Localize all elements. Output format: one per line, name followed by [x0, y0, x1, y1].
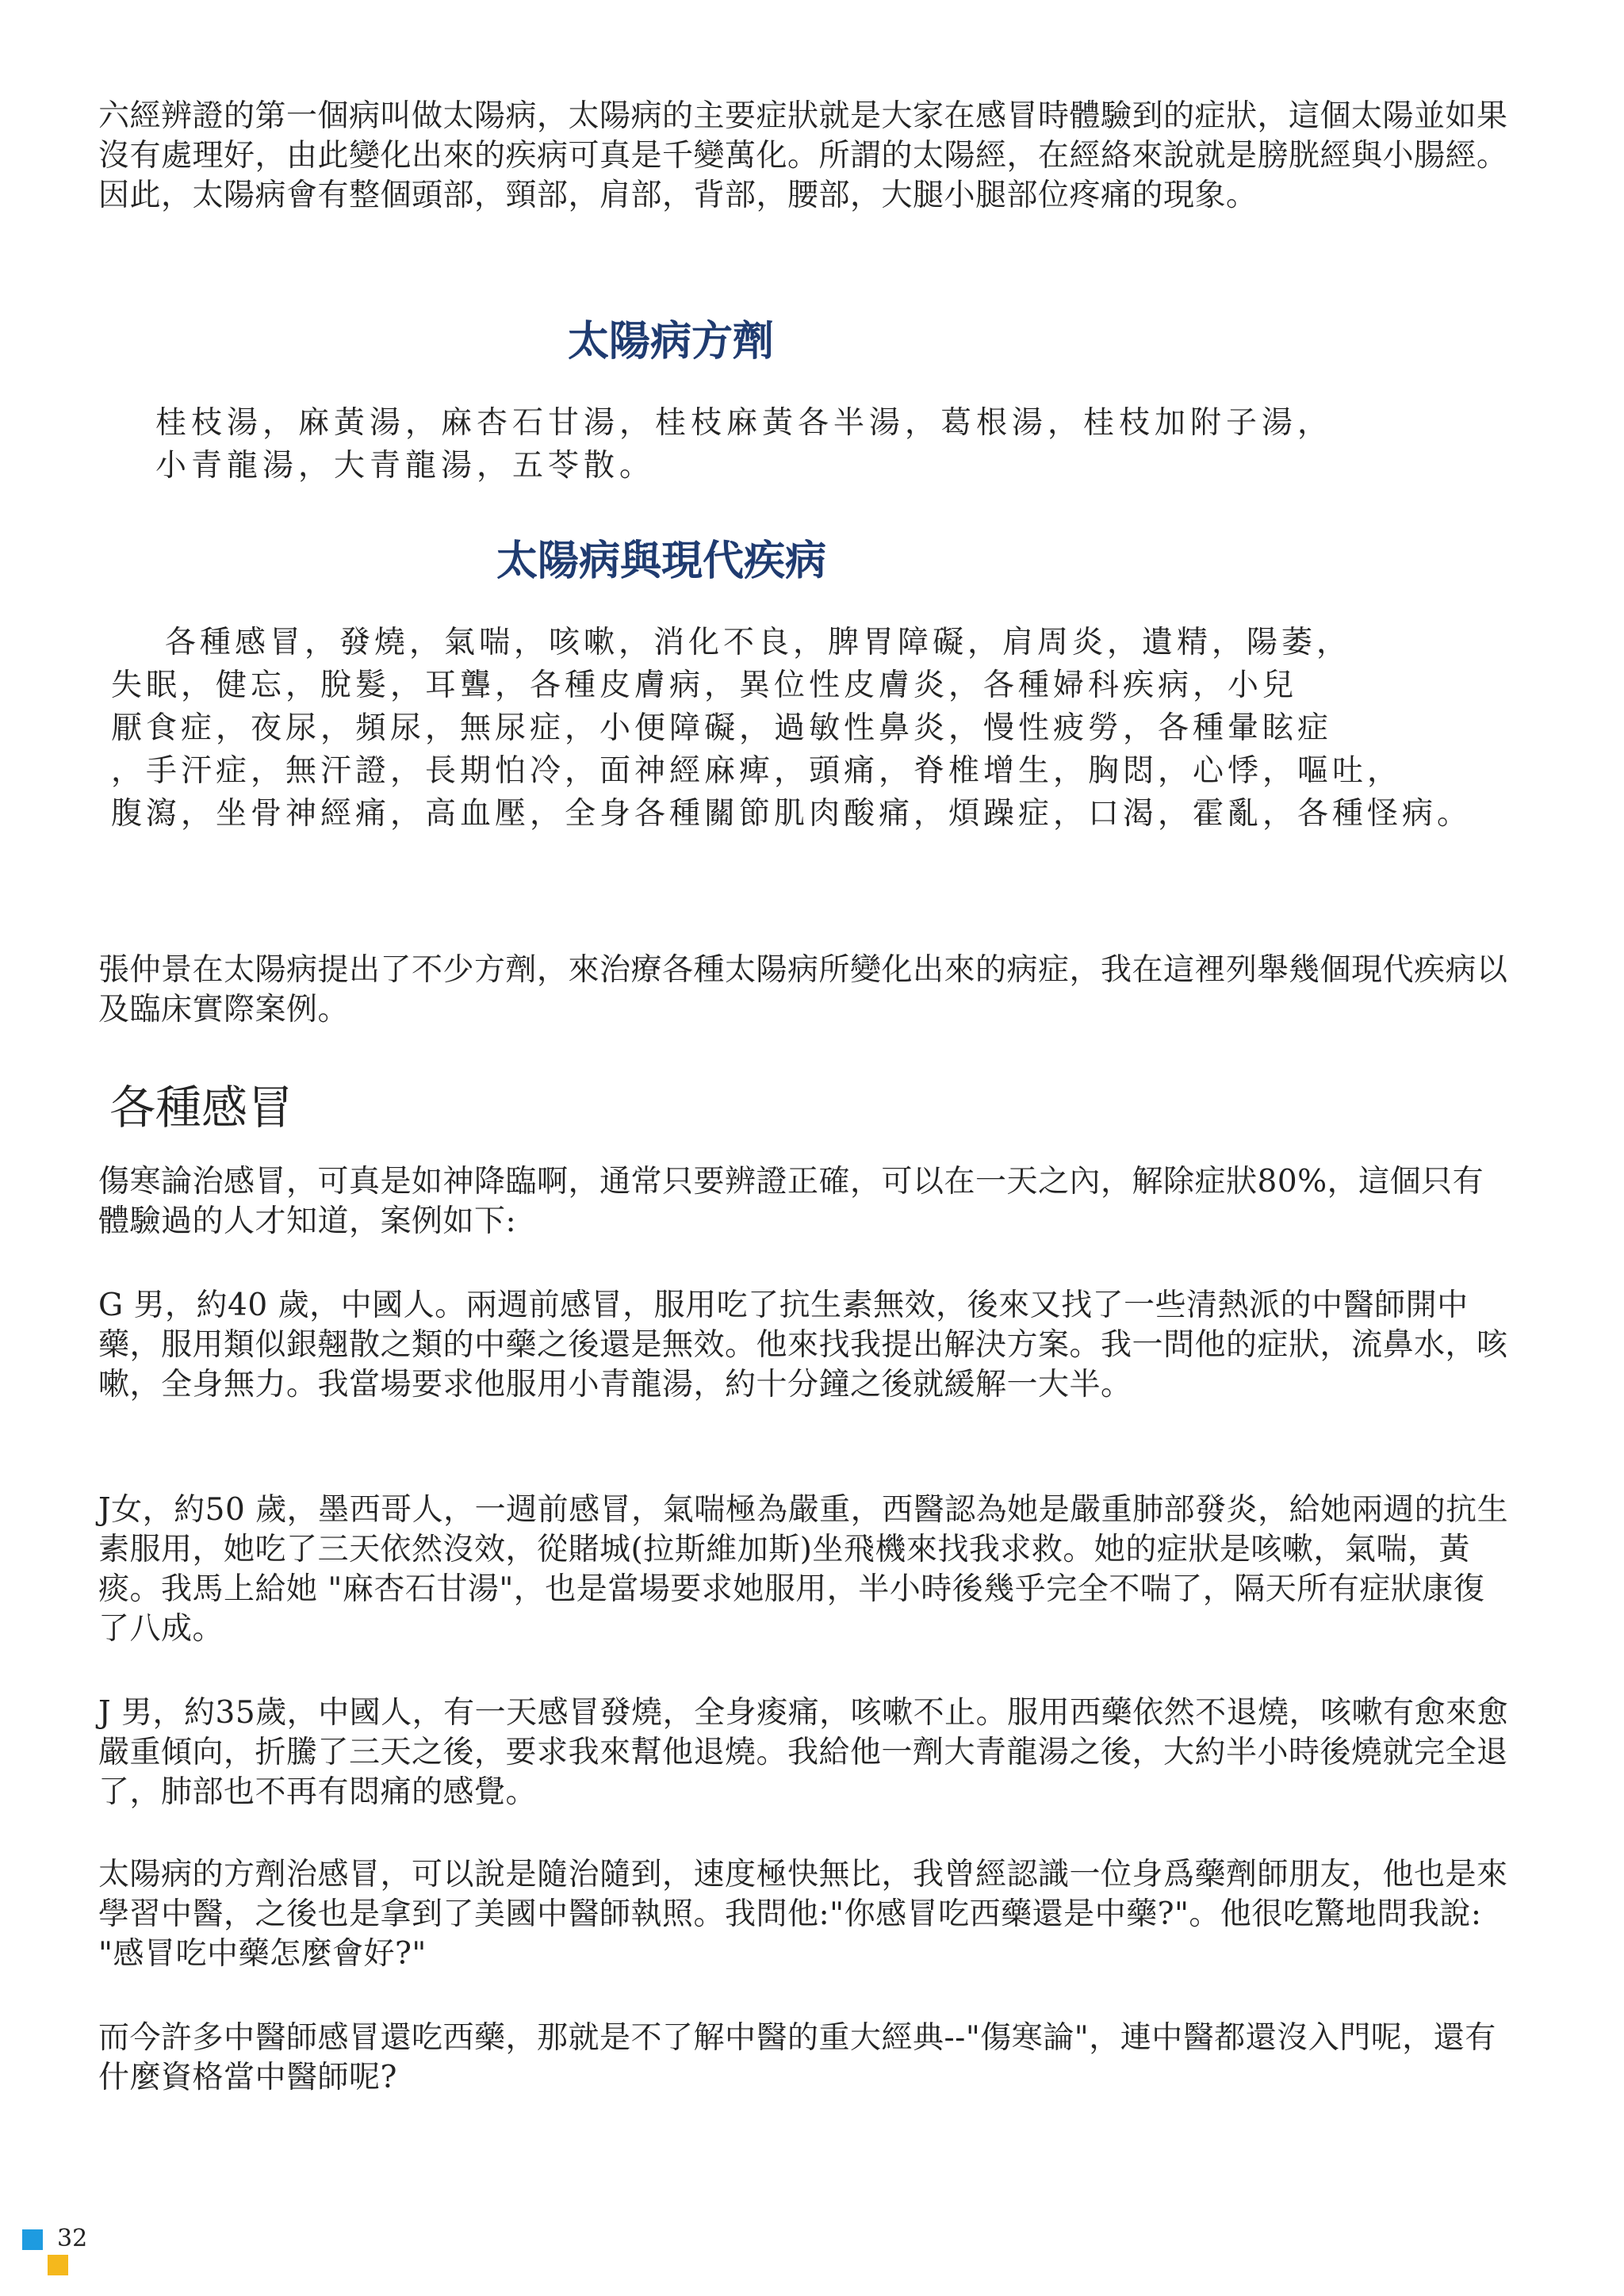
pharmacist-paragraph: 太陽病的方劑治感冒，可以說是隨治隨到，速度極快無比，我曾經認識一位身爲藥劑師朋友，他也是來學習中醫，之後也是拿到了美國中醫師執照。我問他:"你感冒吃西藥還是中藥?"。他很吃驚地問我說: "感冒吃中藥怎麼會好?" — [98, 1857, 1508, 1972]
formulas-list — [155, 402, 1333, 488]
formulas-heading: 太陽病方劑 — [568, 318, 775, 365]
page-number: 32 — [57, 2225, 88, 2252]
cold-intro-paragraph: 傷寒論治感冒，可真是如神降臨啊，通常只要辨證正確，可以在一天之內，解除症狀80%，這個只有體驗過的人才知道，案例如下: — [98, 1164, 1484, 1239]
yellow-square-ornament — [48, 2255, 68, 2275]
modern-diseases-heading: 太陽病與現代疾病 — [496, 538, 827, 585]
modern-diseases-line: 失眠，健忘，脫髮，耳聾，各種皮膚病，異位性皮膚炎，各種婦科疾病，小兒 — [111, 668, 1298, 703]
modern-diseases-line: 腹瀉，坐骨神經痛，高血壓，全身各種關節肌肉酸痛，煩躁症，口渴，霍亂，各種怪病。 — [111, 796, 1473, 832]
closing-paragraph: 而今許多中醫師感冒還吃西藥，那就是不了解中醫的重大經典--"傷寒論"，連中醫都還沒入門呢，還有什麼資格當中醫師呢? — [98, 2020, 1496, 2095]
zhang-paragraph: 張仲景在太陽病提出了不少方劑，來治療各種太陽病所變化出來的病症，我在這裡列舉幾個現代疾病以及臨床實際案例。 — [98, 952, 1508, 1027]
blue-square-ornament — [22, 2229, 43, 2250]
case-j-male-paragraph: J 男，約35歲，中國人，有一天感冒發燒，全身痠痛，咳嗽不止。服用西藥依然不退燒，咳嗽有愈來愈嚴重傾向，折騰了三天之後，要求我來幫他退燒。我給他一劑大青龍湯之後，大約半小時後燒就完全退了，肺部也不再有悶痛的感覺。 — [98, 1695, 1509, 1810]
modern-diseases-list — [111, 622, 1472, 836]
intro-paragraph: 六經辨證的第一個病叫做太陽病，太陽病的主要症狀就是大家在感冒時體驗到的症狀，這個太陽並如果沒有處理好，由此變化出來的疾病可真是千變萬化。所謂的太陽經，在經絡來說就是膀胱經與小腸經。因此，太陽病會有整個頭部，頸部，肩部，背部，腰部，大腿小腿部位疼痛的現象。 — [98, 98, 1508, 213]
formulas-line: 小青龍湯，大青龍湯，五苓散。 — [155, 448, 656, 484]
section-title-colds: 各種感冒 — [109, 1081, 294, 1135]
modern-diseases-line: ，手汗症，無汗證，長期怕冷，面神經麻痺，頭痛，脊椎增生，胸悶，心悸，嘔吐， — [111, 753, 1403, 789]
formulas-line: 桂枝湯，麻黃湯，麻杏石甘湯，桂枝麻黃各半湯，葛根湯，桂枝加附子湯， — [155, 405, 1334, 441]
modern-diseases-line: 厭食症，夜尿，頻尿，無尿症，小便障礙，過敏性鼻炎，慢性疲勞，各種暈眩症 — [111, 710, 1333, 746]
case-j-female-paragraph: J女，約50 歲，墨西哥人，一週前感冒，氣喘極為嚴重，西醫認為她是嚴重肺部發炎，給她兩週的抗生素服用，她吃了三天依然沒效，從賭城(拉斯維加斯)坐飛機來找我求救。她的症狀是咳嗽，氣喘，黃痰。我馬上給她 "麻杏石甘湯"，也是當場要求她服用，半小時後幾乎完全不喘了，隔天所有症狀康復了八成。 — [98, 1492, 1509, 1647]
modern-diseases-line: 各種感冒，發燒，氣喘，咳嗽，消化不良，脾胃障礙，肩周炎，遺精，陽萎， — [165, 625, 1352, 660]
case-g-paragraph: G 男，約40 歲，中國人。兩週前感冒，服用吃了抗生素無效，後來又找了一些清熱派的中醫師開中藥，服用類似銀翹散之類的中藥之後還是無效。他來找我提出解決方案。我一問他的症狀，流鼻水，咳嗽，全身無力。我當場要求他服用小青龍湯，約十分鐘之後就緩解一大半。 — [98, 1288, 1508, 1402]
